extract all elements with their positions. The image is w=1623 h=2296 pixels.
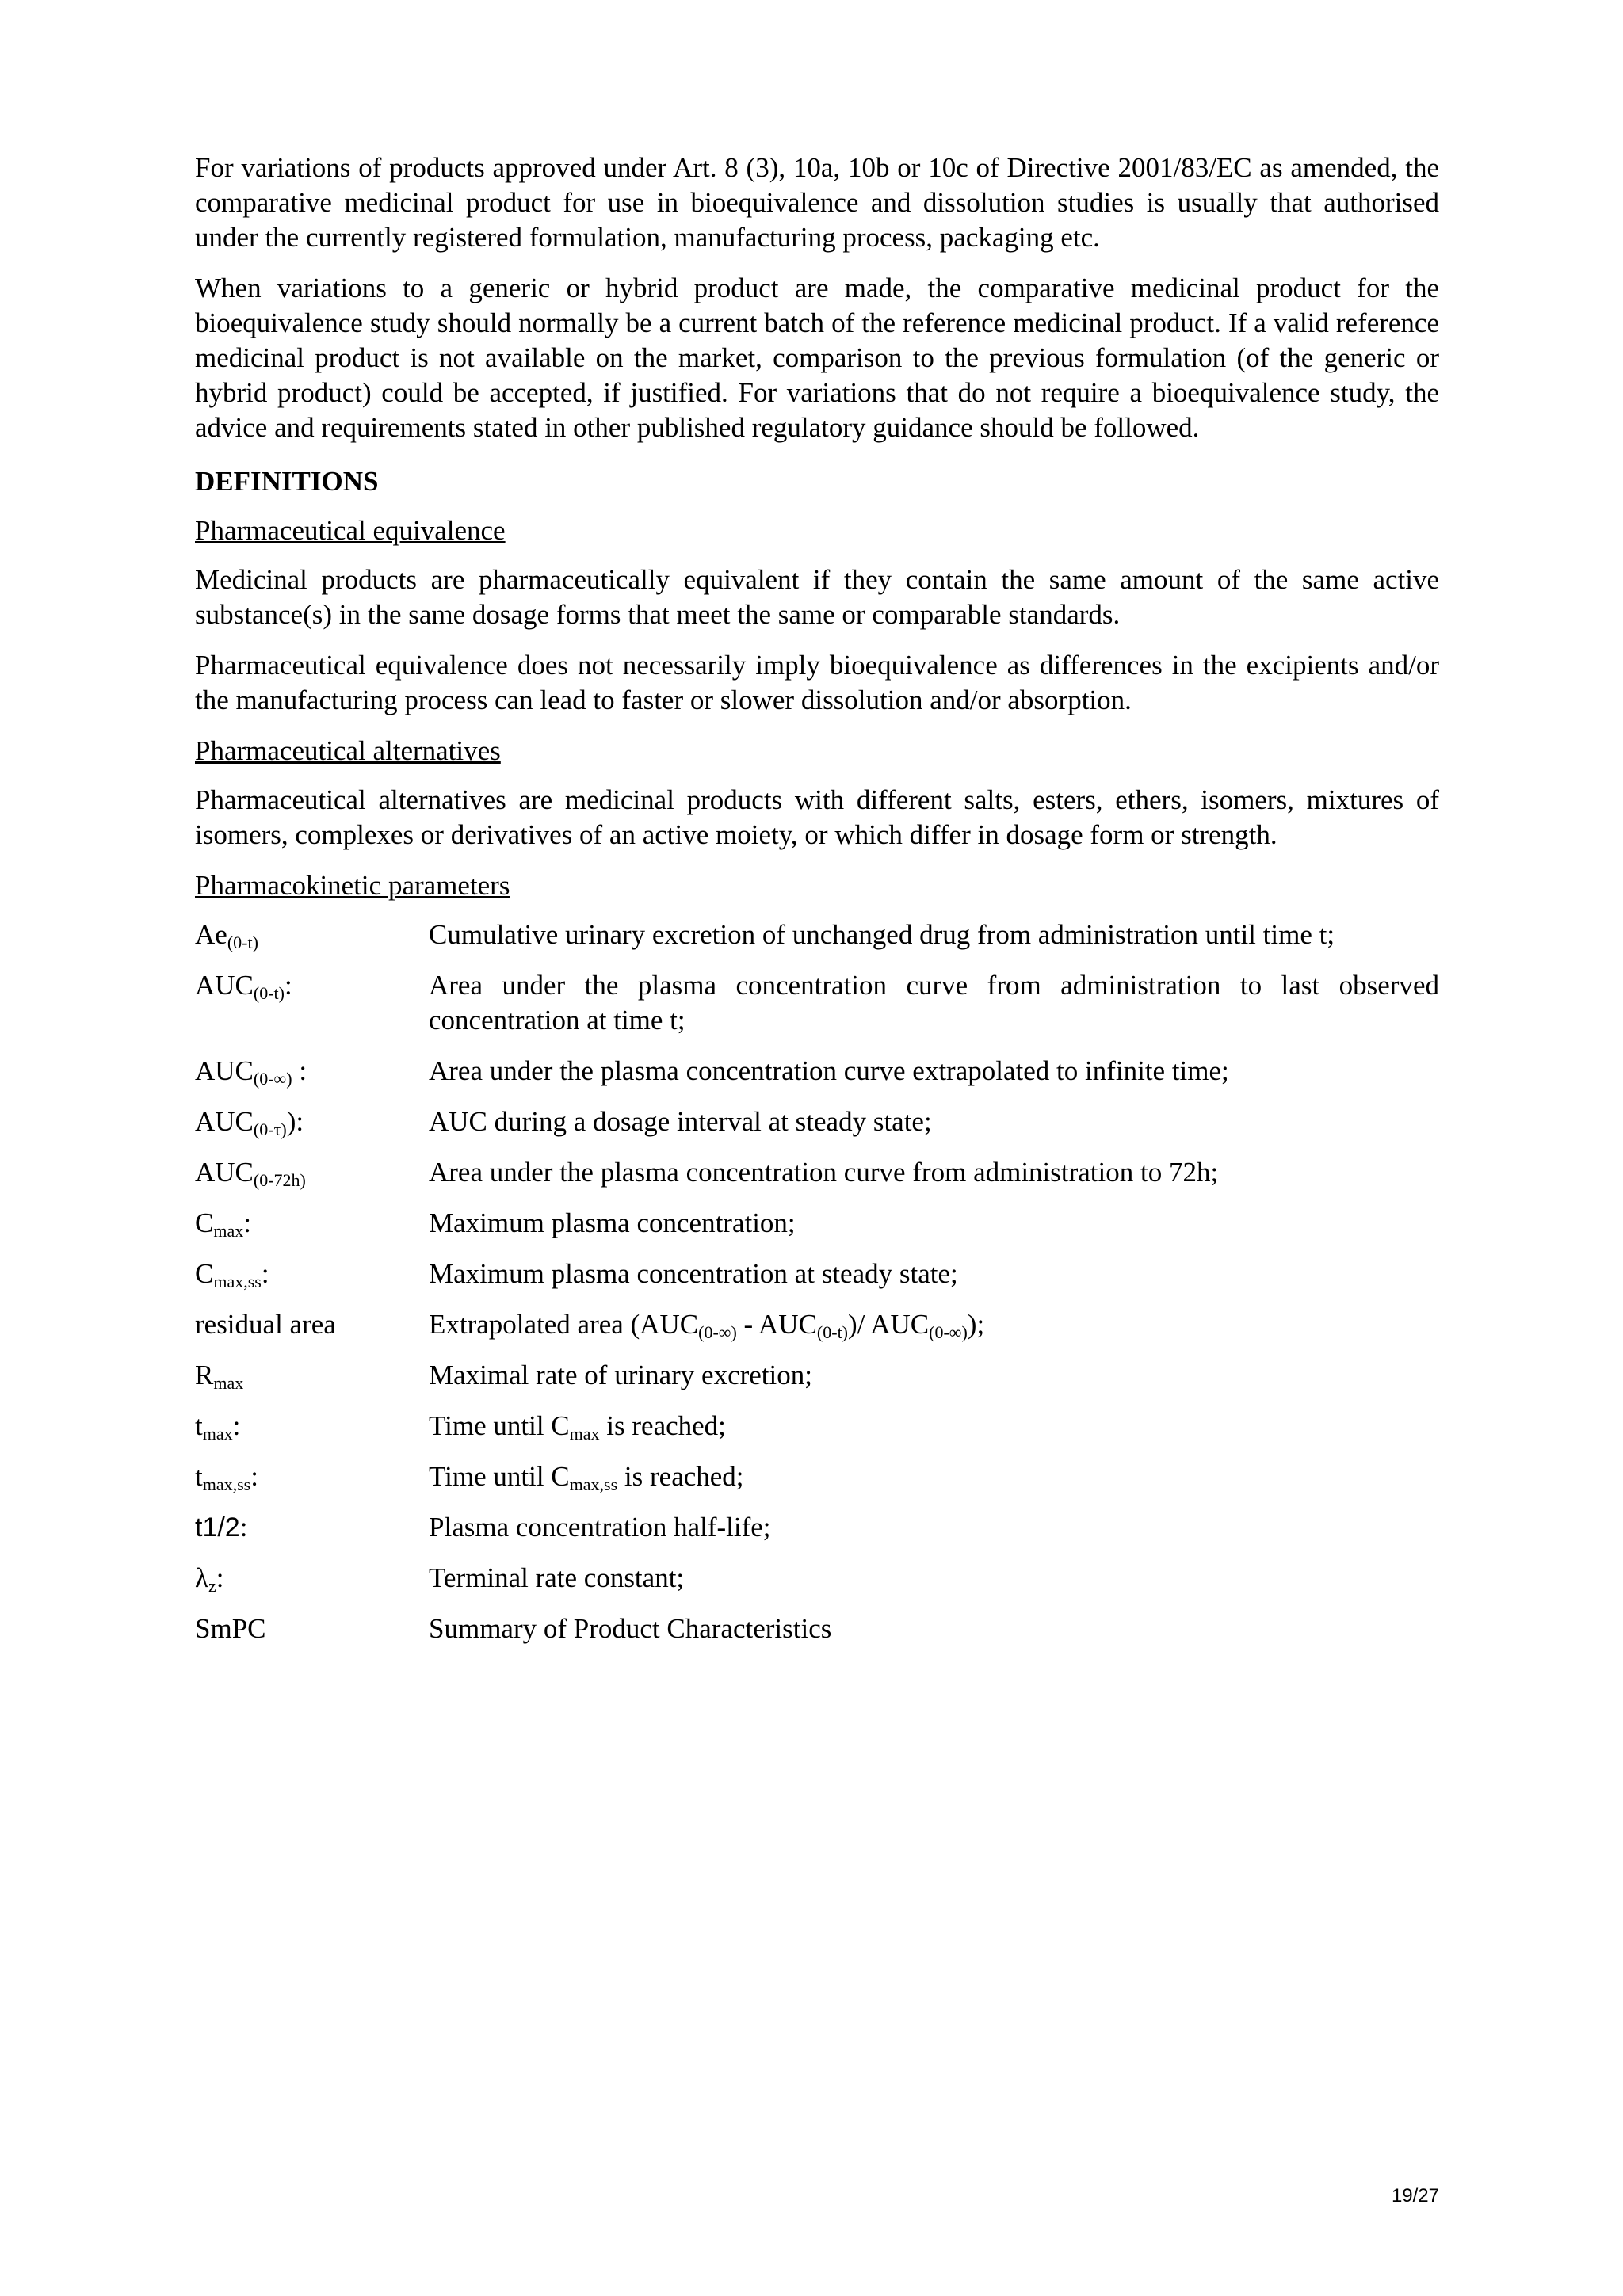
term-base: AUC xyxy=(195,1055,254,1086)
term-subscript: (0-t) xyxy=(253,983,285,1003)
desc-text: Extrapolated area (AUC xyxy=(429,1309,699,1340)
parameter-term xyxy=(195,1459,429,1510)
parameter-row xyxy=(195,1358,1439,1409)
parameter-row xyxy=(195,1409,1439,1459)
term-subscript: max xyxy=(213,1373,244,1393)
term-base: t xyxy=(195,1461,203,1492)
parameter-term xyxy=(195,1054,429,1104)
term-base: SmPC xyxy=(195,1613,266,1644)
term-base: Ae xyxy=(195,919,227,950)
parameter-term xyxy=(195,1307,429,1358)
desc-text: Time until C xyxy=(429,1461,570,1492)
desc-text: Time until C xyxy=(429,1410,570,1441)
desc-subscript: (0-∞) xyxy=(929,1322,968,1342)
paragraph-equivalence-2: Pharmaceutical equivalence does not necessarily imply bioequivalence as differences in the excipients and/or the manufacturing process can lead to faster or slower dissolution and/or absorption. xyxy=(195,650,1439,715)
desc-subscript: (0-t) xyxy=(816,1322,849,1342)
paragraph-variations-generic: When variations to a generic or hybrid product are made, the comparative medicinal product for the bioequivalence study should normally be a current batch of the reference medicinal product. If a valid reference medicinal product is not available on the market, comparison to the previous formulation (of the generic or hybrid product) could be accepted, if justified. For variations that do not require a bioequivalence study, the advice and requirements stated in other published regulatory guidance should be followed. xyxy=(195,273,1439,443)
parameter-description: Area under the plasma concentration curve extrapolated to infinite time; xyxy=(429,1055,1229,1086)
term-suffix: : xyxy=(292,1055,307,1086)
parameter-description xyxy=(429,1409,1439,1459)
parameter-row xyxy=(195,1611,1439,1662)
term-suffix: : xyxy=(250,1461,258,1492)
paragraph-variations-approved: For variations of products approved under Art. 8 (3), 10a, 10b or 10c of Directive 2001/83/EC as amended, the comparative medicinal product for use in bioequivalence and dissolution studies is usually that authorised under the currently registered formulation, manufacturing process, packaging etc. xyxy=(195,152,1439,253)
desc-subscript: max,ss xyxy=(569,1474,618,1494)
term-suffix: : xyxy=(243,1207,251,1238)
parameter-row xyxy=(195,1257,1439,1307)
parameter-term xyxy=(195,968,429,1054)
term-base: C xyxy=(195,1258,214,1289)
parameter-description xyxy=(429,1459,1439,1510)
term-subscript: (0-t) xyxy=(227,933,258,952)
parameter-term xyxy=(195,1510,429,1561)
term-base: C xyxy=(195,1207,214,1238)
term-base: t1/2 xyxy=(195,1512,240,1543)
term-base: AUC xyxy=(195,970,254,1001)
term-subscript: (0-∞) xyxy=(253,1069,292,1089)
parameter-description: Maximum plasma concentration; xyxy=(429,1207,796,1238)
desc-text: is reached; xyxy=(599,1410,726,1441)
term-subscript: max xyxy=(202,1424,233,1444)
parameter-row xyxy=(195,968,1439,1054)
term-subscript: (0-72h) xyxy=(253,1170,306,1190)
parameter-row xyxy=(195,1510,1439,1561)
desc-subscript: max xyxy=(569,1424,600,1444)
parameter-description: Area under the plasma concentration curve from administration to last observed concentration at time t; xyxy=(429,970,1439,1035)
term-suffix: : xyxy=(216,1562,224,1593)
definitions-heading: DEFINITIONS xyxy=(195,466,379,497)
parameter-row xyxy=(195,1206,1439,1257)
page-number: 19/27 xyxy=(1391,2185,1439,2206)
term-suffix: ): xyxy=(286,1106,304,1137)
parameter-row xyxy=(195,917,1439,968)
parameter-description: Summary of Product Characteristics xyxy=(429,1613,832,1644)
term-subscript: (0-τ) xyxy=(253,1119,287,1139)
subheading-pharmaceutical-alternatives: Pharmaceutical alternatives xyxy=(195,735,501,766)
term-subscript: max,ss xyxy=(213,1272,262,1291)
term-suffix: : xyxy=(232,1410,241,1441)
parameter-description: Plasma concentration half-life; xyxy=(429,1512,771,1543)
parameter-term xyxy=(195,1611,429,1662)
term-subscript: max xyxy=(213,1221,244,1241)
parameter-row xyxy=(195,1155,1439,1206)
term-base: residual area xyxy=(195,1309,336,1340)
subheading-pharmaceutical-equivalence: Pharmaceutical equivalence xyxy=(195,515,506,546)
parameter-term xyxy=(195,1206,429,1257)
parameter-description: Maximum plasma concentration at steady state; xyxy=(429,1258,958,1289)
desc-text: - AUC xyxy=(736,1309,817,1340)
term-suffix: : xyxy=(239,1512,248,1543)
pharmacokinetic-parameters-table xyxy=(195,917,1439,1662)
subheading-pharmacokinetic-parameters: Pharmacokinetic parameters xyxy=(195,870,510,901)
desc-text: is reached; xyxy=(617,1461,744,1492)
document-page xyxy=(195,151,1439,1662)
parameter-description xyxy=(429,1307,1439,1358)
parameter-description: Area under the plasma concentration curve from administration to 72h; xyxy=(429,1157,1219,1188)
parameter-term xyxy=(195,1561,429,1611)
desc-text: )/ AUC xyxy=(848,1309,930,1340)
paragraph-equivalence-1: Medicinal products are pharmaceutically equivalent if they contain the same amount of the same active substance(s) in the same dosage forms that meet the same or comparable standards. xyxy=(195,564,1439,630)
parameter-row xyxy=(195,1054,1439,1104)
parameter-term xyxy=(195,1257,429,1307)
term-base: R xyxy=(195,1360,214,1390)
term-subscript: max,ss xyxy=(202,1474,251,1494)
desc-text: ); xyxy=(967,1309,985,1340)
parameter-term xyxy=(195,1409,429,1459)
term-suffix: : xyxy=(261,1258,269,1289)
parameter-row xyxy=(195,1561,1439,1611)
term-base: λ xyxy=(195,1562,208,1593)
parameter-description: Maximal rate of urinary excretion; xyxy=(429,1360,812,1390)
parameter-row xyxy=(195,1459,1439,1510)
parameter-description: AUC during a dosage interval at steady state; xyxy=(429,1106,932,1137)
parameter-term xyxy=(195,1358,429,1409)
paragraph-alternatives-1: Pharmaceutical alternatives are medicinal products with different salts, esters, ethers, isomers, mixtures of isomers, complexes or derivatives of an active moiety, or which differ in dosage form or strength. xyxy=(195,784,1439,850)
parameter-term xyxy=(195,1104,429,1155)
term-base: AUC xyxy=(195,1157,254,1188)
term-suffix: : xyxy=(285,970,292,1001)
parameter-row xyxy=(195,1104,1439,1155)
parameter-description: Cumulative urinary excretion of unchanged drug from administration until time t; xyxy=(429,919,1335,950)
term-base: t xyxy=(195,1410,203,1441)
parameter-description: Terminal rate constant; xyxy=(429,1562,685,1593)
desc-subscript: (0-∞) xyxy=(698,1322,737,1342)
parameter-row xyxy=(195,1307,1439,1358)
parameter-term xyxy=(195,917,429,968)
parameter-term xyxy=(195,1155,429,1206)
term-subscript: z xyxy=(208,1576,216,1596)
term-base: AUC xyxy=(195,1106,254,1137)
